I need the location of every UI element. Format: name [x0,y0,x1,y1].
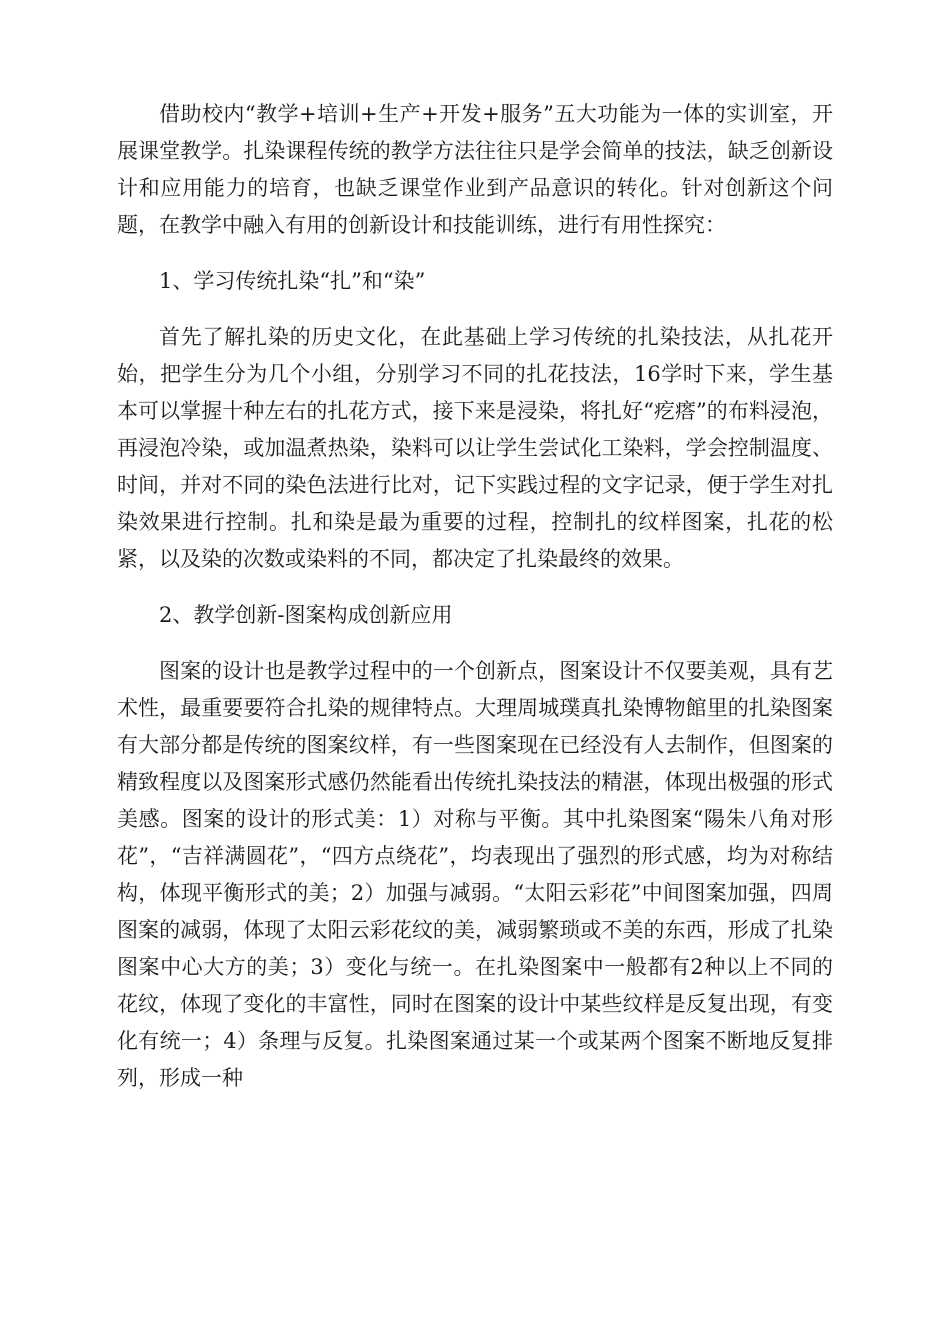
document-body [117,96,833,1116]
section-heading-2: 2、教学创新-图案构成创新应用 [159,603,453,627]
section-heading-1: 1、学习传统扎染“扎”和“染” [159,269,426,293]
paragraph-section-2: 图案的设计也是教学过程中的一个创新点，图案设计不仅要美观，具有艺术性，最重要要符合扎染的规律特点。大理周城璞真扎染博物館里的扎染图案有大部分都是传统的图案纹样，有一些图案现在已经没有人去制作，但图案的精致程度以及图案形式感仍然能看出传统扎染技法的精湛，体现出极强的形式美感。图案的设计的形式美：1）对称与平衡。其中扎染图案“陽朱八角对形花”，“吉祥满圆花”，“四方点绕花”，均表现出了强烈的形式感，均为对称结构，体现平衡形式的美；2）加强与减弱。“太阳云彩花”中间图案加强，四周图案的减弱，体现了太阳云彩花纹的美，减弱繁琐或不美的东西，形成了扎染图案中心大方的美；3）变化与统一。在扎染图案中一般都有2种以上不同的花纹，体现了变化的丰富性，同时在图案的设计中某些纹样是反复出现，有变化有统一；4）条理与反复。扎染图案通过某一个或某两个图案不断地反复排列，形成一种 [117,659,833,1090]
paragraph-intro: 借助校内“教学+培训+生产+开发+服务”五大功能为一体的实训室，开展课堂教学。扎染课程传统的教学方法往往只是学会简单的技法，缺乏创新设计和应用能力的培育，也缺乏课堂作业到产品意识的转化。针对创新这个问题，在教学中融入有用的创新设计和技能训练，进行有用性探究： [117,102,833,237]
paragraph-section-1: 首先了解扎染的历史文化，在此基础上学习传统的扎染技法，从扎花开始，把学生分为几个小组，分别学习不同的扎花技法，16学时下来，学生基本可以掌握十种左右的扎花方式，接下来是浸染，将扎好“疙瘩”的布料浸泡，再浸泡冷染，或加温煮热染，染料可以让学生尝试化工染料，学会控制温度、时间，并对不同的染色法进行比对，记下实践过程的文字记录，便于学生对扎染效果进行控制。扎和染是最为重要的过程，控制扎的纹样图案，扎花的松紧，以及染的次数或染料的不同，都决定了扎染最终的效果。 [117,325,833,571]
